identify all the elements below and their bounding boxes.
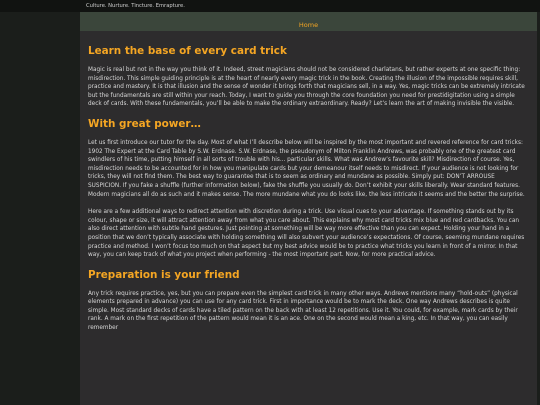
section-paragraph: Any trick requires practice, yes, but you can prepare even the simplest card trick in many other ways. Andrews mentions many “hold-outs” (physical elements prepared in advance) you can use for any card trick. First in importance would be to mark the deck. One way Andrews describes is quite simple. Most standard decks of cards have a tiled pattern on the back with at least 12 repetitions. Use it. You could, for example, mark cards by their rank. A mark on the first repetition of the pattern would mean it is an ace. One on the second would mean a king, etc. In that way, you can easily remember [88, 290, 518, 332]
article [80, 31, 537, 405]
section-great-power [88, 118, 529, 260]
section-paragraph: Here are a few additional ways to redirect attention with discretion during a trick. Use visual cues to your advantage. If something stands out by its colour, shape or size, it will attract attention away from what you care about. This explains why most card tricks mix blue and red cardbacks. You can also direct attention with subtle hand gestures. Just pointing at something will be way more effective than you can expect. Holding your hand in a position that we don’t typically associate with holding something will also subvert your audience’s expectations. Of course, seeming mundane requires practice and method. I won’t focus too much on that aspect but my best advice would be to practice what tricks you learn in front of a mirror. In that way, you can keep track of what you project when performing - the most important part. Now, for more practical advice. [88, 209, 525, 259]
section-heading: With great power… [88, 117, 201, 130]
site-header [0, 0, 540, 12]
section-heading: Preparation is your friend [88, 268, 240, 281]
section-paragraph: Magic is real but not in the way you think of it. Indeed, street magicians should not be considered charlatans, but rather experts at one specific thing: misdirection. This simple guiding principle is at the heart of nearly every magic trick in the book. Creating the illusion of the impossible requires skill, practice and mastery. It is that illusion and the sense of wonder it brings forth that magicians sell, in a way. Yes, magic tricks can be extremely intricate but the fundamentals are still within your reach. Today, I want to guide you through the core foundation you need for prestidigitation using a simple deck of cards. With these fundamentals, you’ll be able to make the ordinary extraordinary. Ready? Let’s learn the art of making invisible the visible. [88, 67, 525, 108]
main-nav [80, 12, 537, 31]
section-preparation [88, 269, 529, 333]
section-paragraph: Let us first introduce our tutor for the day. Most of what I’ll describe below will be inspired by the most important and revered reference for card tricks: 1902 The Expert at the Card Table by S.W. Erdnase. S.W. Erdnase, the pseudonym of Milton Franklin Andrews, was probably one of the greatest card swindlers of his time, putting himself in all sorts of trouble with his... particular skills. What was Andrew’s favourite skill? Misdirection of course. Yes, misdirection needs to be accounted for in how you manipulate cards but your demeanour itself needs to misdirect. If your audience is not looking for tricks, they will not find them. The best way to guarantee that is to seem as ordinary and mundane as possible. Simply put: DON’T ARROUSE SUSPICION. If you fake a shuffle (further information below), fake the shuffle you usually do. Don’t exhibit your skills liberally. Wear standard features. Modern magicians all do as such and it makes sense. The more mundane what you do looks like, the less intricate it seems and the better the surprise. [88, 139, 525, 198]
site-tagline: Culture. Nurture. Tincture. Emrapture. [86, 3, 185, 9]
nav-home-link[interactable]: Home [298, 21, 319, 29]
section-heading: Learn the base of every card trick [88, 45, 287, 57]
section-card-trick-basics [88, 45, 529, 109]
